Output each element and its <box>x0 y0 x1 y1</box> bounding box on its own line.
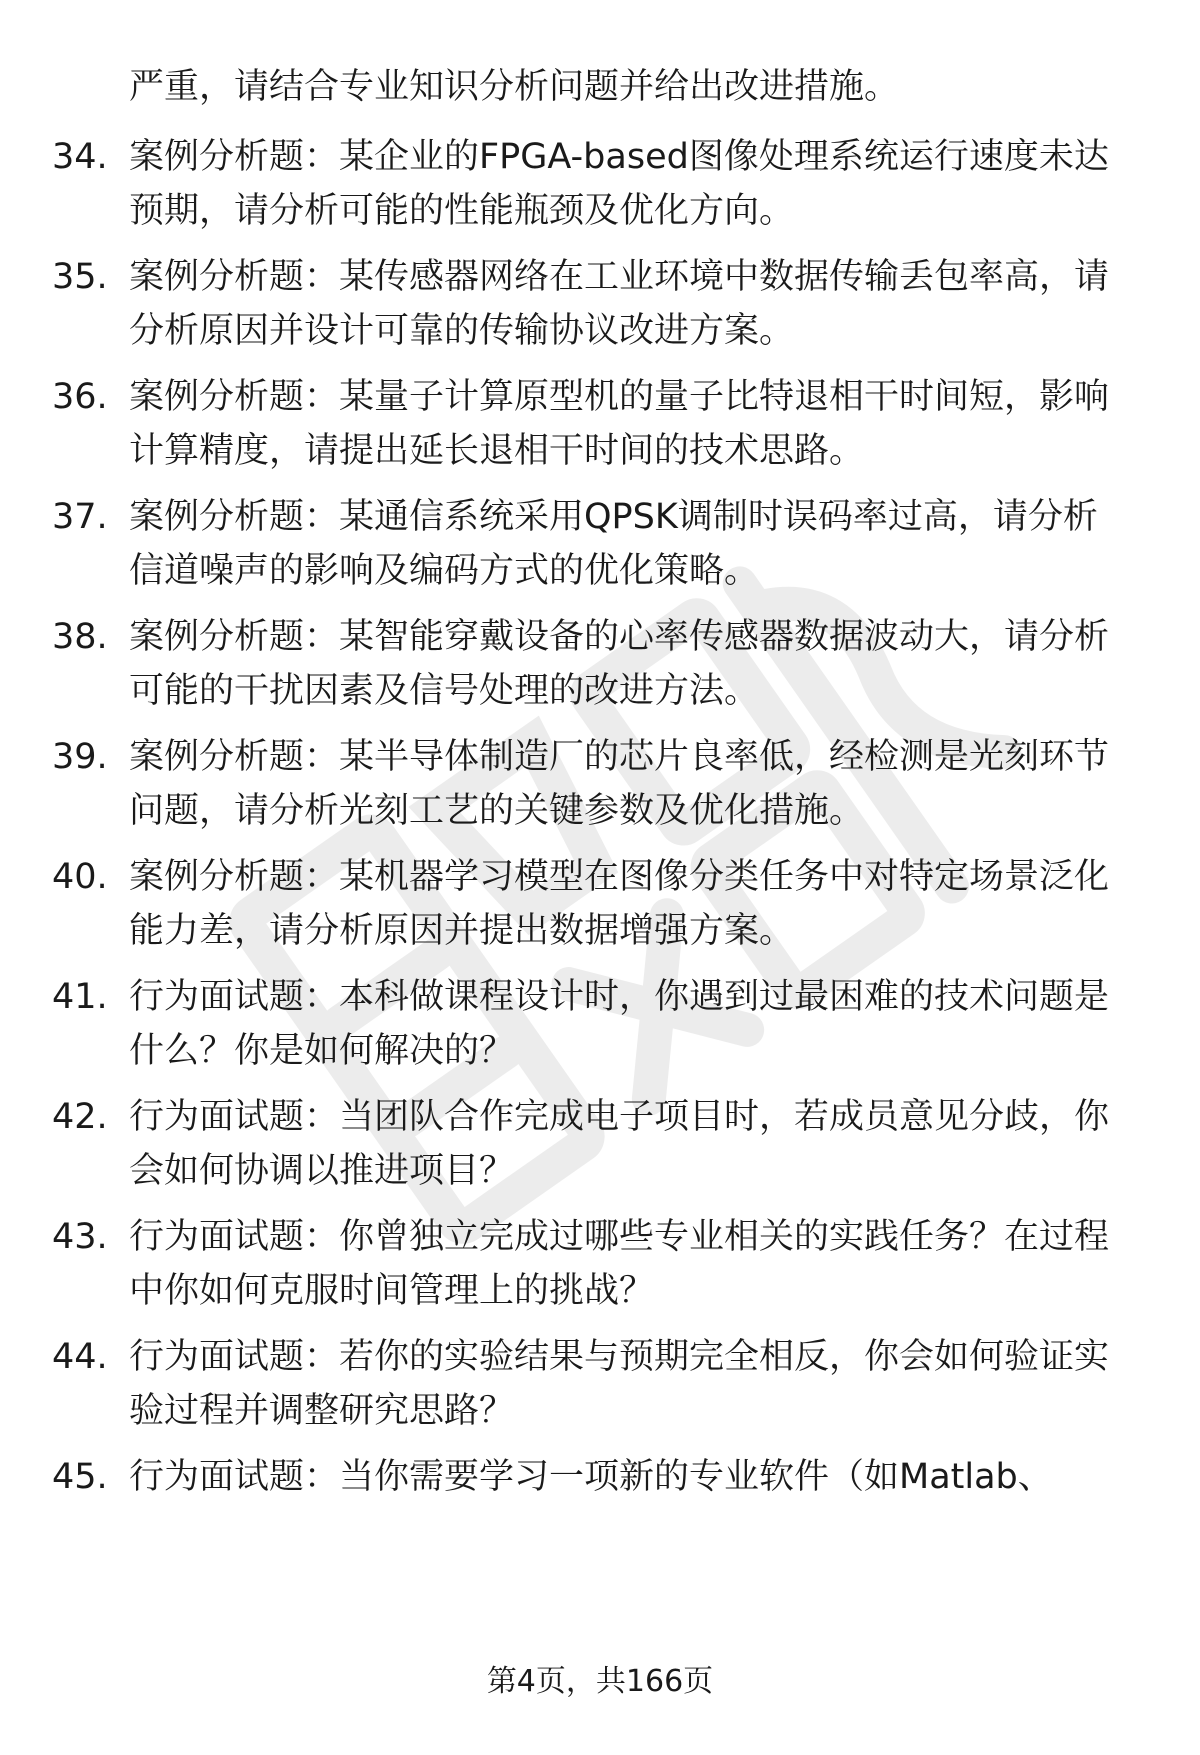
question-text-line-1: 行为面试题：本科做课程设计时，你遇到过最困难的技术问题是 <box>129 977 1110 1017</box>
question-text-line-2: 会如何协调以推进项目？ <box>129 1151 515 1191</box>
question-number: 42. <box>52 1097 108 1137</box>
page-footer: 第4页，共166页 <box>486 1664 714 1699</box>
question-text-line-1: 案例分析题：某量子计算原型机的量子比特退相干时间短，影响 <box>129 377 1110 417</box>
question-text-line-1: 行为面试题：当团队合作完成电子项目时，若成员意见分歧，你 <box>129 1097 1110 1137</box>
question-text-line-2: 预期，请分析可能的性能瓶颈及优化方向。 <box>129 191 795 231</box>
question-text-line-2: 什么？你是如何解决的？ <box>129 1031 515 1071</box>
question-text-line-2: 问题，请分析光刻工艺的关键参数及优化措施。 <box>129 791 865 831</box>
question-text-line-2: 分析原因并设计可靠的传输协议改进方案。 <box>129 311 795 351</box>
question-text-line-1: 案例分析题：某通信系统采用QPSK调制时误码率过高，请分析 <box>129 497 1098 537</box>
question-text-line-1: 案例分析题：某传感器网络在工业环境中数据传输丢包率高，请 <box>129 257 1110 297</box>
question-number: 45. <box>52 1457 108 1497</box>
continuation-line: 严重，请结合专业知识分析问题并给出改进措施。 <box>129 67 900 107</box>
question-text-line-2: 信道噪声的影响及编码方式的优化策略。 <box>129 551 760 591</box>
question-number: 36. <box>52 377 108 417</box>
question-text-line-1: 案例分析题：某企业的FPGA-based图像处理系统运行速度未达 <box>129 137 1109 177</box>
question-text-line-1: 行为面试题：你曾独立完成过哪些专业相关的实践任务？在过程 <box>129 1217 1110 1257</box>
question-number: 44. <box>52 1337 108 1377</box>
question-text-line-1: 案例分析题：某机器学习模型在图像分类任务中对特定场景泛化 <box>129 857 1110 897</box>
question-text-line-1: 案例分析题：某智能穿戴设备的心率传感器数据波动大，请分析 <box>129 617 1110 657</box>
question-number: 41. <box>52 977 108 1017</box>
question-text-line-1: 行为面试题：若你的实验结果与预期完全相反，你会如何验证实 <box>129 1337 1110 1377</box>
question-text-line-2: 可能的干扰因素及信号处理的改进方法。 <box>129 671 760 711</box>
question-number: 40. <box>52 857 108 897</box>
question-text-line-2: 验过程并调整研究思路？ <box>129 1391 515 1431</box>
question-text-line-2: 计算精度，请提出延长退相干时间的技术思路。 <box>129 431 865 471</box>
question-number: 34. <box>52 137 108 177</box>
question-number: 37. <box>52 497 108 537</box>
question-text-line-2: 能力差，请分析原因并提出数据增强方案。 <box>129 911 795 951</box>
question-text-line-1: 行为面试题：当你需要学习一项新的专业软件（如Matlab、 <box>129 1457 1053 1497</box>
question-number: 39. <box>52 737 108 777</box>
question-number: 35. <box>52 257 108 297</box>
question-text-line-2: 中你如何克服时间管理上的挑战？ <box>129 1271 655 1311</box>
question-number: 43. <box>52 1217 108 1257</box>
question-text-line-1: 案例分析题：某半导体制造厂的芯片良率低，经检测是光刻环节 <box>129 737 1110 777</box>
question-number: 38. <box>52 617 108 657</box>
